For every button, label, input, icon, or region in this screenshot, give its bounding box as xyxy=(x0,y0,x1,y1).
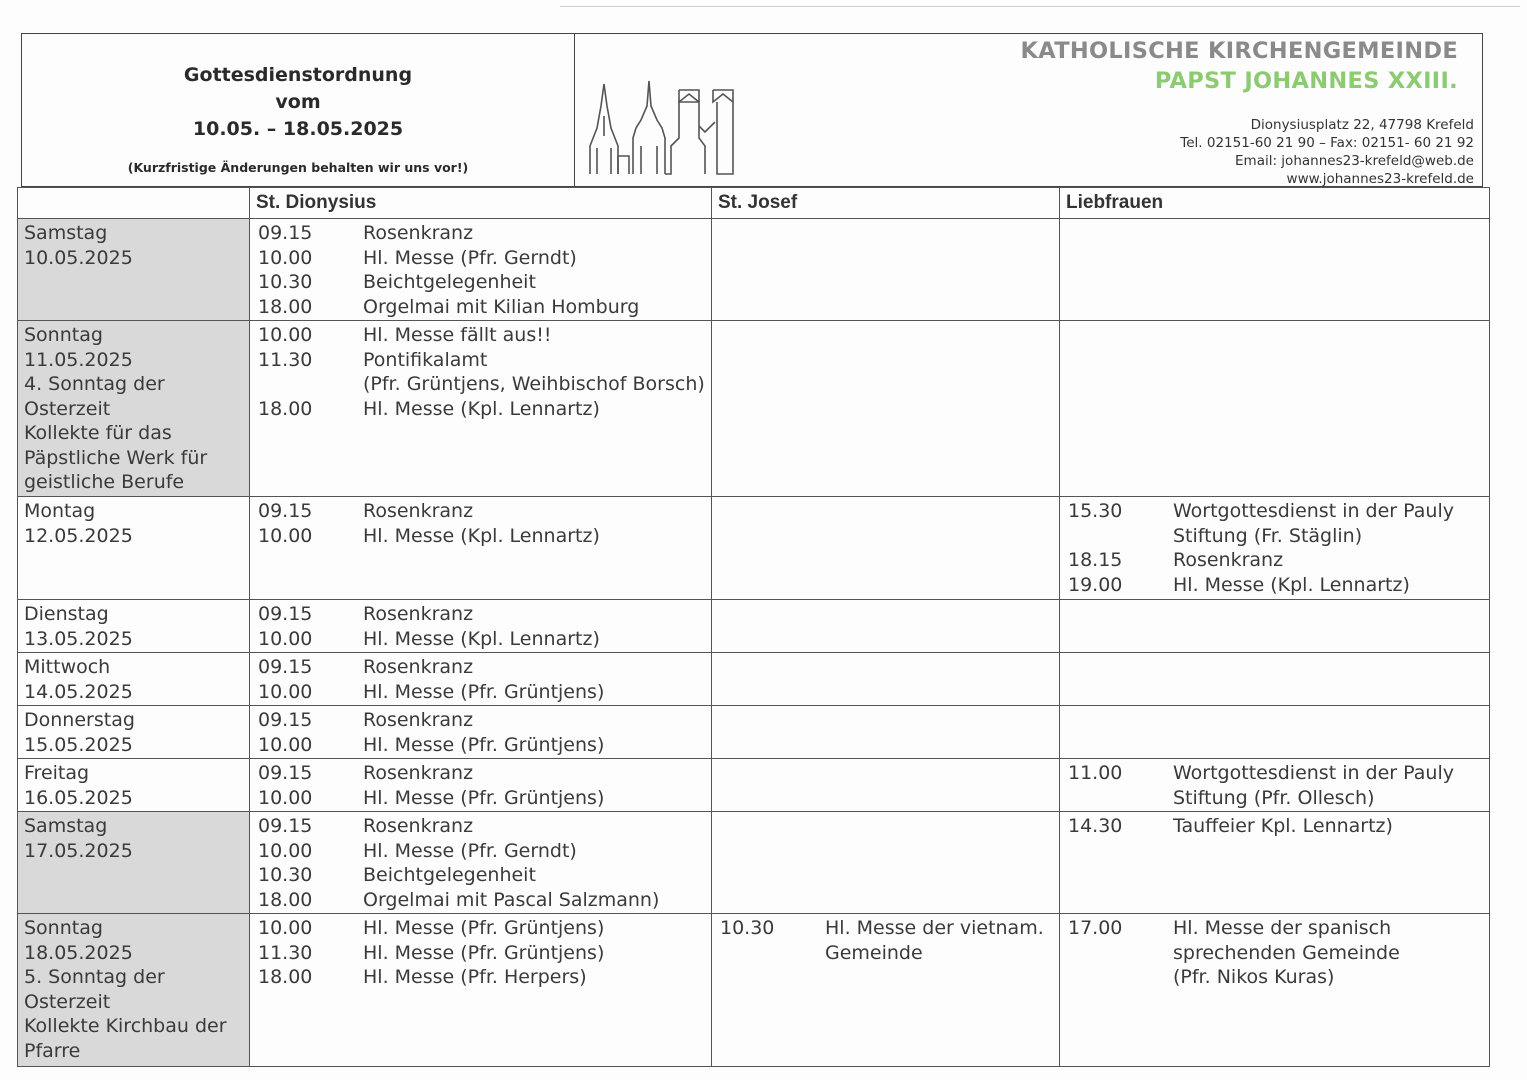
services-cell-josef xyxy=(712,219,1060,321)
service-title: Hl. Messe der vietnam. xyxy=(825,917,1044,939)
service-entry xyxy=(258,839,711,864)
service-title: Hl. Messe (Kpl. Lennartz) xyxy=(363,524,600,547)
service-entry xyxy=(258,524,711,549)
schedule-row xyxy=(18,706,1490,759)
service-time: 19.00 xyxy=(1068,573,1123,596)
services-cell-dionysius xyxy=(250,600,712,653)
service-title: Hl. Messe fällt aus!! xyxy=(363,324,552,346)
service-entry xyxy=(1068,965,1489,990)
day-note: Pfarre xyxy=(24,1039,81,1062)
service-title: Beichtgelegenheit xyxy=(363,271,536,293)
weekday-label: Sonntag xyxy=(24,324,103,346)
column-header-st-dionysius: St. Dionysius xyxy=(250,188,712,219)
service-time: 18.00 xyxy=(258,295,313,318)
day-note: Päpstliche Werk für xyxy=(24,446,208,469)
table-header-row xyxy=(18,188,1490,219)
schedule-row xyxy=(18,600,1490,653)
weekday-label: Samstag xyxy=(24,815,108,837)
header-title-block xyxy=(22,34,575,186)
service-entry xyxy=(258,786,711,811)
service-title: Stiftung (Pfr. Ollesch) xyxy=(1173,786,1375,809)
day-note: Osterzeit xyxy=(24,397,111,420)
schedule-row xyxy=(18,914,1490,1067)
day-note: Osterzeit xyxy=(24,990,111,1013)
service-title: (Pfr. Nikos Kuras) xyxy=(1173,966,1335,988)
day-cell xyxy=(18,812,250,914)
service-entry xyxy=(258,761,711,786)
service-entry xyxy=(1068,499,1489,524)
date-label: 10.05.2025 xyxy=(24,246,133,269)
service-time: 09.15 xyxy=(258,709,313,731)
day-cell xyxy=(18,914,250,1067)
church-logo-icon xyxy=(587,76,747,176)
service-entry xyxy=(1068,786,1489,811)
service-time xyxy=(1068,786,1173,811)
date-label: 17.05.2025 xyxy=(24,839,133,862)
services-cell-liebfrauen xyxy=(1060,812,1490,914)
service-title: Hl. Messe (Pfr. Grüntjens) xyxy=(363,941,605,964)
service-entry xyxy=(1068,761,1489,786)
service-title: Hl. Messe (Kpl. Lennartz) xyxy=(1173,573,1410,596)
service-time: 10.00 xyxy=(258,839,313,862)
service-entry xyxy=(258,627,711,652)
service-time: 09.15 xyxy=(258,815,313,837)
weekday-label: Montag xyxy=(24,500,96,522)
service-title: Hl. Messe (Pfr. Grüntjens) xyxy=(363,733,605,756)
weekday-label: Donnerstag xyxy=(24,709,135,731)
service-title: Hl. Messe (Pfr. Grüntjens) xyxy=(363,917,605,939)
day-cell xyxy=(18,706,250,759)
org-email: Email: johannes23-krefeld@web.de xyxy=(1235,153,1474,169)
service-time: 15.30 xyxy=(1068,500,1123,522)
date-label: 14.05.2025 xyxy=(24,680,133,703)
service-entry xyxy=(1068,916,1489,941)
service-entry xyxy=(720,916,1059,941)
service-entry xyxy=(258,372,711,397)
services-cell-josef xyxy=(712,321,1060,497)
service-title: Stiftung (Fr. Stäglin) xyxy=(1173,524,1363,547)
day-cell xyxy=(18,600,250,653)
service-title: Hl. Messe (Pfr. Grüntjens) xyxy=(363,786,605,809)
service-time: 10.00 xyxy=(258,627,313,650)
service-time: 18.00 xyxy=(258,397,313,420)
service-entry xyxy=(258,270,711,295)
service-entry xyxy=(258,221,711,246)
org-website: www.johannes23-krefeld.de xyxy=(1286,171,1474,187)
service-entry xyxy=(258,680,711,705)
service-time xyxy=(720,941,825,966)
service-entry xyxy=(258,323,711,348)
service-entry xyxy=(258,397,711,422)
service-title: Rosenkranz xyxy=(363,709,474,731)
date-label: 12.05.2025 xyxy=(24,524,133,547)
date-label: 13.05.2025 xyxy=(24,627,133,650)
services-cell-dionysius xyxy=(250,321,712,497)
services-cell-liebfrauen xyxy=(1060,759,1490,812)
service-title: Rosenkranz xyxy=(363,762,474,784)
services-cell-josef xyxy=(712,600,1060,653)
service-time: 09.15 xyxy=(258,656,313,678)
services-cell-liebfrauen xyxy=(1060,219,1490,321)
changes-note: (Kurzfristige Änderungen behalten wir uns vor!) xyxy=(127,160,469,175)
date-label: 11.05.2025 xyxy=(24,348,133,371)
service-title: Rosenkranz xyxy=(1173,549,1284,571)
day-note: Kollekte Kirchbau der xyxy=(24,1015,227,1037)
title-date-range: 10.05. – 18.05.2025 xyxy=(192,118,404,140)
service-time: 10.00 xyxy=(258,246,313,269)
service-time: 10.00 xyxy=(258,917,313,939)
services-cell-dionysius xyxy=(250,914,712,1067)
service-entry xyxy=(258,941,711,966)
services-cell-dionysius xyxy=(250,812,712,914)
service-time: 14.30 xyxy=(1068,815,1123,837)
weekday-label: Dienstag xyxy=(24,603,109,625)
service-time xyxy=(1068,524,1173,549)
service-entry xyxy=(720,941,1059,966)
document-header xyxy=(21,33,1483,187)
weekday-label: Sonntag xyxy=(24,917,103,939)
service-title: Rosenkranz xyxy=(363,222,474,244)
service-title: Hl. Messe (Pfr. Grüntjens) xyxy=(363,680,605,703)
service-time: 10.30 xyxy=(720,917,775,939)
schedule-row xyxy=(18,321,1490,497)
service-title: Hl. Messe (Pfr. Gerndt) xyxy=(363,839,577,862)
day-note: geistliche Berufe xyxy=(24,471,185,493)
org-name: KATHOLISCHE KIRCHENGEMEINDE xyxy=(1020,38,1458,64)
service-title: Beichtgelegenheit xyxy=(363,864,536,886)
service-time: 09.15 xyxy=(258,222,313,244)
service-entry xyxy=(1068,524,1489,549)
service-time: 11.30 xyxy=(258,941,313,964)
title-line-1: Gottesdienstordnung xyxy=(183,64,413,86)
service-time: 18.15 xyxy=(1068,549,1123,571)
service-entry xyxy=(258,916,711,941)
services-cell-josef xyxy=(712,759,1060,812)
service-title: Rosenkranz xyxy=(363,500,474,522)
day-note: 4. Sonntag der xyxy=(24,373,165,395)
service-title: Orgelmai mit Kilian Homburg xyxy=(363,295,640,318)
service-time: 10.30 xyxy=(258,271,313,293)
services-cell-liebfrauen xyxy=(1060,914,1490,1067)
service-time: 10.00 xyxy=(258,324,313,346)
services-cell-dionysius xyxy=(250,759,712,812)
service-entry xyxy=(258,733,711,758)
services-cell-dionysius xyxy=(250,219,712,321)
service-entry xyxy=(258,602,711,627)
weekday-label: Samstag xyxy=(24,222,108,244)
service-title: Tauffeier Kpl. Lennartz) xyxy=(1173,815,1393,837)
services-cell-dionysius xyxy=(250,706,712,759)
service-entry xyxy=(258,888,711,913)
service-title: Wortgottesdienst in der Pauly xyxy=(1173,762,1454,784)
day-cell xyxy=(18,653,250,706)
service-time: 11.00 xyxy=(1068,762,1123,784)
service-title: Hl. Messe (Kpl. Lennartz) xyxy=(363,397,600,420)
service-title: Hl. Messe der spanisch xyxy=(1173,917,1392,939)
service-title: Rosenkranz xyxy=(363,603,474,625)
services-cell-josef xyxy=(712,914,1060,1067)
service-time: 10.30 xyxy=(258,864,313,886)
services-cell-liebfrauen xyxy=(1060,321,1490,497)
service-time: 09.15 xyxy=(258,762,313,784)
service-entry xyxy=(258,708,711,733)
day-cell xyxy=(18,759,250,812)
service-title: Pontifikalamt xyxy=(363,348,488,371)
day-cell xyxy=(18,497,250,600)
service-time: 10.00 xyxy=(258,680,313,703)
weekday-label: Mittwoch xyxy=(24,656,111,678)
service-time: 10.00 xyxy=(258,786,313,809)
schedule-row xyxy=(18,219,1490,321)
day-note: Kollekte für das xyxy=(24,422,172,444)
date-label: 18.05.2025 xyxy=(24,941,133,964)
service-entry xyxy=(1068,573,1489,598)
service-entry xyxy=(1068,941,1489,966)
schedule-row xyxy=(18,759,1490,812)
services-cell-josef xyxy=(712,653,1060,706)
weekday-label: Freitag xyxy=(24,762,90,784)
service-time: 09.15 xyxy=(258,603,313,625)
service-title: Hl. Messe (Kpl. Lennartz) xyxy=(363,627,600,650)
service-schedule-table xyxy=(17,187,1490,1067)
services-cell-josef xyxy=(712,812,1060,914)
services-cell-liebfrauen xyxy=(1060,706,1490,759)
service-entry xyxy=(258,295,711,320)
service-time xyxy=(1068,965,1173,990)
service-entry xyxy=(258,863,711,888)
service-entry xyxy=(258,655,711,680)
date-label: 16.05.2025 xyxy=(24,786,133,809)
service-entry xyxy=(1068,548,1489,573)
service-title: Gemeinde xyxy=(825,941,923,964)
column-header-st-josef: St. Josef xyxy=(712,188,1060,219)
service-time: 10.00 xyxy=(258,733,313,756)
service-entry xyxy=(258,246,711,271)
header-org-block xyxy=(575,34,1482,186)
title-line-2: vom xyxy=(275,91,321,113)
service-time: 17.00 xyxy=(1068,917,1123,939)
service-entry xyxy=(1068,814,1489,839)
services-cell-dionysius xyxy=(250,497,712,600)
service-time: 18.00 xyxy=(258,966,313,988)
service-time: 10.00 xyxy=(258,524,313,547)
service-title: Wortgottesdienst in der Pauly xyxy=(1173,500,1454,522)
org-subname: PAPST JOHANNES XXIII. xyxy=(1154,68,1458,94)
service-time: 18.00 xyxy=(258,888,313,911)
service-entry xyxy=(258,814,711,839)
service-title: Rosenkranz xyxy=(363,815,474,837)
schedule-row xyxy=(18,653,1490,706)
date-label: 15.05.2025 xyxy=(24,733,133,756)
service-time: 09.15 xyxy=(258,500,313,522)
service-title: (Pfr. Grüntjens, Weihbischof Borsch) xyxy=(363,373,705,395)
service-title: Hl. Messe (Pfr. Herpers) xyxy=(363,966,587,988)
day-note: 5. Sonntag der xyxy=(24,966,165,988)
services-cell-liebfrauen xyxy=(1060,653,1490,706)
services-cell-josef xyxy=(712,706,1060,759)
service-entry xyxy=(258,965,711,990)
scan-edge-line xyxy=(560,6,1520,7)
service-time xyxy=(1068,941,1173,966)
schedule-row xyxy=(18,497,1490,600)
services-cell-liebfrauen xyxy=(1060,497,1490,600)
services-cell-dionysius xyxy=(250,653,712,706)
service-time xyxy=(258,372,363,397)
schedule-row xyxy=(18,812,1490,914)
service-entry xyxy=(258,348,711,373)
service-title: Hl. Messe (Pfr. Gerndt) xyxy=(363,246,577,269)
service-title: Orgelmai mit Pascal Salzmann) xyxy=(363,888,660,911)
day-cell xyxy=(18,321,250,497)
day-cell xyxy=(18,219,250,321)
column-header-day xyxy=(18,188,250,219)
service-title: sprechenden Gemeinde xyxy=(1173,941,1400,964)
services-cell-josef xyxy=(712,497,1060,600)
services-cell-liebfrauen xyxy=(1060,600,1490,653)
service-time: 11.30 xyxy=(258,348,313,371)
service-title: Rosenkranz xyxy=(363,656,474,678)
org-phone-fax: Tel. 02151-60 21 90 – Fax: 02151- 60 21 92 xyxy=(1180,135,1474,151)
org-address: Dionysiusplatz 22, 47798 Krefeld xyxy=(1250,117,1474,133)
column-header-liebfrauen: Liebfrauen xyxy=(1060,188,1490,219)
service-entry xyxy=(258,499,711,524)
